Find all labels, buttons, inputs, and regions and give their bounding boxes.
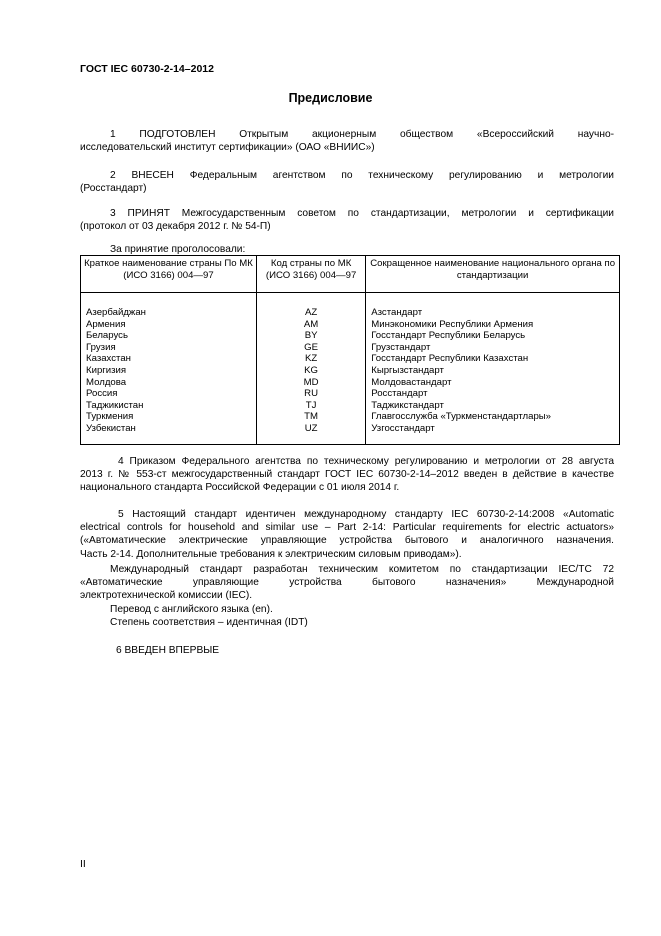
paragraph-2-line-1: 2 ВНЕСЕН Федеральным агентством по техническому регулированию и метрологии [110,170,614,181]
country-name: Беларусь [86,330,128,342]
standards-body: Узгосстандарт [371,422,435,434]
country-code: MD [303,376,319,388]
standards-body: Таджикстандарт [371,399,444,411]
paragraph-6-line-1: Международный стандарт разработан техническим комитетом по стандартизации IEC/TC 72 [110,564,614,575]
standards-body: Росстандарт [371,388,428,400]
country-name: Молдова [86,376,127,388]
header-standards-body: Сокращенное наименование национального органа по стандартизации [366,256,620,293]
paragraph-6 [80,563,614,629]
standards-body: Главгосслужба «Туркменстандартлары» [371,411,552,423]
paragraph-5 [80,508,614,561]
country-code: KG [304,364,319,376]
standards-body: Азстандарт [371,307,423,318]
paragraph-4 [80,455,614,495]
document-header: ГОСТ IEC 60730-2-14–2012 [80,63,214,75]
paragraph-1-line-2: исследовательский институт сертификации» (ОАО «ВНИИС») [80,142,375,154]
page-number: II [80,858,86,870]
paragraph-2-line-2: (Росстандарт) [80,183,147,195]
country-name: Туркмения [86,411,134,423]
paragraph-5-line-1: 5 Настоящий стандарт идентичен международному стандарту IEC 60730-2-14:2008 «Automatic [118,509,614,520]
table-header-row [81,256,620,293]
country-code: BY [304,330,318,342]
paragraph-4-line-2: 2013 г. № 553-ст межгосударственный стандарт ГОСТ IEC 60730-2-14–2012 введен в действие в качестве [80,469,614,481]
country-code: AM [303,318,319,330]
standards-body: Минэкономики Республики Армения [371,318,534,330]
country-name: Грузия [86,341,116,353]
page-title: Предисловие [288,91,373,105]
paragraph-4-line-3: национального стандарта Российской Федерации с 01 июля 2014 г. [80,482,400,494]
country-name: Таджикистан [86,399,144,411]
header-country-code: Код страны по МК (ИСО 3166) 004—97 [256,256,365,293]
paragraph-5-line-3: («Автоматические электрические управляющие устройства бытового и аналогичного назначения. [80,535,614,547]
paragraph-3-line-2: (протокол от 03 декабря 2012 г. № 54-П) [80,221,271,233]
paragraph-3 [80,207,614,233]
paragraph-4-line-1: 4 Приказом Федерального агентства по техническому регулированию и метрологии от 28 августа [118,456,614,467]
standards-body-list [366,293,620,445]
country-code-list [256,293,365,445]
paragraph-2 [80,169,614,195]
paragraph-5-line-4: Часть 2-14. Дополнительные требования к электрическим силовым приводам»). [80,548,462,560]
standards-body: Кыргызстандарт [371,364,444,376]
country-code: GE [304,341,319,353]
country-name: Армения [86,318,126,330]
country-code: TJ [305,399,317,411]
paragraph-6-line-5: Степень соответствия – идентичная (IDT) [110,616,308,628]
country-code: KZ [304,353,318,365]
vote-caption: За принятие проголосовали: [110,244,246,255]
table-body-row [81,293,620,445]
paragraph-3-line-1: 3 ПРИНЯТ Межгосударственным советом по стандартизации, метрологии и сертификации [110,208,614,219]
standards-body: Грузстандарт [371,341,431,353]
standards-body: Госстандарт Республики Казахстан [371,353,529,365]
country-code: UZ [304,422,318,434]
country-name: Азербайджан [86,307,146,318]
country-code: TM [304,411,319,423]
header-country-name: Краткое наименование страны По МК (ИСО 3166) 004—97 [81,256,257,293]
paragraph-5-line-2: electrical controls for household and similar use – Part 2-14: Particular requirements for electric actuators» [80,522,614,534]
country-list [81,293,257,445]
country-name: Киргизия [86,364,127,376]
standards-body: Молдовастандарт [371,376,452,388]
country-name: Узбекистан [86,422,136,434]
country-name: Россия [86,388,118,400]
paragraph-1 [80,128,614,154]
paragraph-6-line-4: Перевод с английского языка (en). [110,603,273,615]
standards-body: Госстандарт Республики Беларусь [371,330,526,342]
paragraph-7: 6 ВВЕДЕН ВПЕРВЫЕ [116,645,220,656]
country-code: AZ [304,307,318,318]
paragraph-6-line-3: электротехнической комиссии (IEC). [80,590,253,602]
country-code: RU [304,388,319,400]
paragraph-6-line-2: «Автоматические управляющие устройства бытового назначения» Международной [80,577,614,589]
voting-countries-table [80,255,620,445]
paragraph-1-line-1: 1 ПОДГОТОВЛЕН Открытым акционерным обществом «Всероссийский научно- [110,129,614,140]
country-name: Казахстан [86,353,131,365]
